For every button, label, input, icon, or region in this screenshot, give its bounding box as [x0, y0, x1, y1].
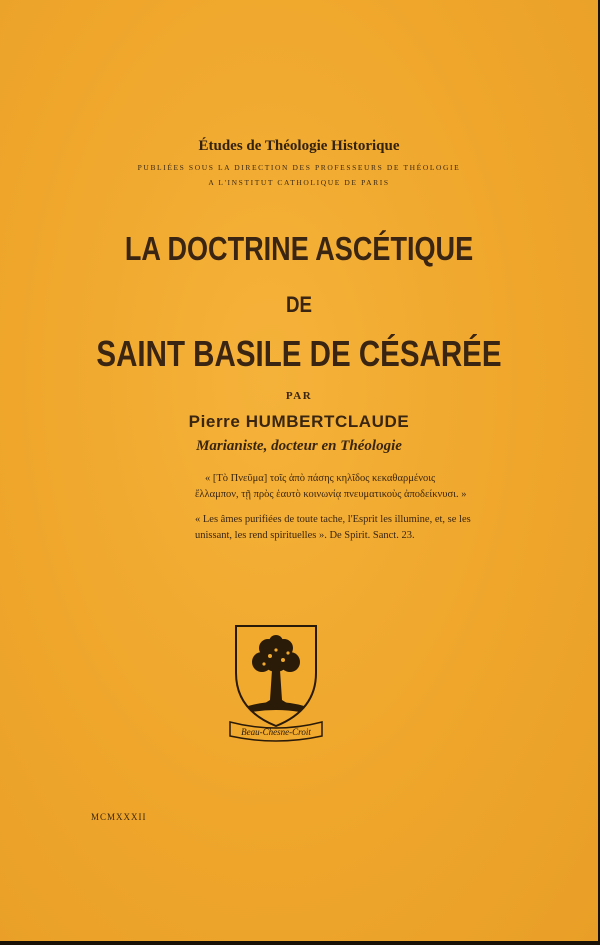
publication-date: MCMXXXII [91, 812, 147, 822]
series-subtitle-line-2: A L'INSTITUT CATHOLIQUE DE PARIS [208, 178, 390, 187]
author-name: Pierre HUMBERTCLAUDE [188, 412, 410, 431]
emblem-motto: Beau-Chesne-Croit [241, 727, 311, 737]
author-affiliation: Marianiste, docteur en Théologie [196, 438, 402, 454]
epigraph-french-line-1: « Les âmes purifiées de toute tache, l'Esprit les illumine, et, se les [195, 514, 471, 525]
epigraph-greek-line-2: ἔλλαμπον, τῇ πρὸς ἑαυτὸ κοινωνίᾳ πνευματικοὺς ἀποδείκνυσι. » [195, 489, 467, 500]
oak-tree-shield-icon [226, 618, 326, 743]
book-title-line-1: LA DOCTRINE ASCÉTIQUE [124, 230, 474, 267]
epigraph-french-line-2: unissant, les rend spirituelles ». De Spirit. Sanct. 23. [195, 530, 415, 541]
by-label: PAR [285, 390, 313, 402]
series-subtitle-line-1: PUBLIÉES SOUS LA DIRECTION DES PROFESSEURS DE THÉOLOGIE [137, 163, 461, 172]
book-title-line-2: DE [286, 292, 312, 317]
series-title: Études de Théologie Historique [198, 138, 400, 154]
book-title-line-3: SAINT BASILE DE CÉSARÉE [96, 333, 502, 374]
epigraph-greek-line-1: « [Τὸ Πνεῦμα] τοῖς ἀπὸ πάσης κηλῖδος κεκαθαρμένοις [205, 473, 436, 484]
